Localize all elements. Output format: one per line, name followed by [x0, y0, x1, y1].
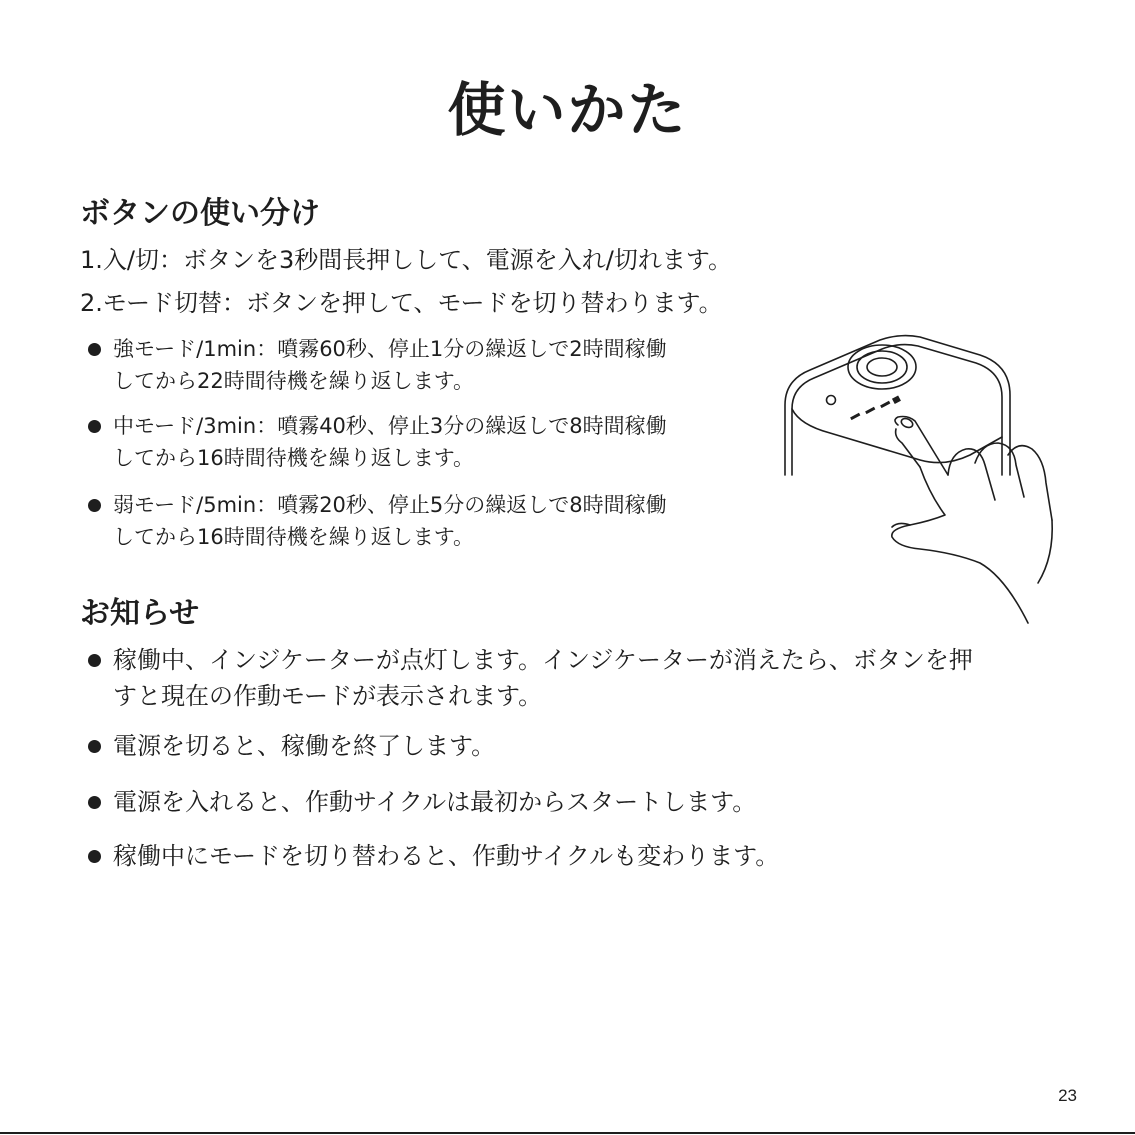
notice-section-heading: お知らせ	[80, 596, 200, 631]
notice-item	[88, 642, 1068, 714]
mode-item-line: してから22時間待機を繰り返します。	[113, 369, 475, 393]
bottom-rule	[0, 1132, 1135, 1134]
bullet-icon	[88, 420, 101, 433]
device-with-finger-pressing-button-icon	[770, 325, 1070, 635]
notice-item-line: すと現在の作動モードが表示されます。	[113, 682, 543, 710]
mode-item-line: してから16時間待機を繰り返します。	[113, 446, 475, 470]
notice-item	[88, 784, 1068, 820]
mode-item-strong	[88, 333, 728, 397]
bullet-icon	[88, 796, 101, 809]
step-mode-switch: 2.モード切替：ボタンを押して、モードを切り替わります。	[80, 289, 723, 317]
mode-item-line: 弱モード/5min：噴霧20秒、停止5分の繰返しで8時間稼働	[113, 493, 667, 517]
notice-item	[88, 838, 1068, 874]
mode-item-line: 強モード/1min：噴霧60秒、停止1分の繰返しで2時間稼働	[113, 337, 667, 361]
bullet-icon	[88, 499, 101, 512]
buttons-section-heading: ボタンの使い分け	[80, 196, 320, 231]
bullet-icon	[88, 654, 101, 667]
mode-item-line: 中モード/3min：噴霧40秒、停止3分の繰返しで8時間稼働	[113, 414, 667, 438]
step-power: 1.入/切：ボタンを3秒間長押しして、電源を入れ/切れます。	[80, 246, 732, 274]
bullet-icon	[88, 850, 101, 863]
notice-item-line: 稼働中、インジケーターが点灯します。インジケーターが消えたら、ボタンを押	[113, 646, 973, 674]
bullet-icon	[88, 343, 101, 356]
page-title: 使いかた	[447, 76, 688, 144]
notice-item-line: 稼働中にモードを切り替わると、作動サイクルも変わります。	[113, 842, 780, 870]
page-number: 23	[1058, 1086, 1077, 1105]
notice-item-line: 電源を入れると、作動サイクルは最初からスタートします。	[113, 788, 757, 816]
bullet-icon	[88, 740, 101, 753]
mode-item-medium	[88, 410, 728, 474]
mode-item-line: してから16時間待機を繰り返します。	[113, 525, 475, 549]
mode-item-weak	[88, 489, 728, 553]
notice-item-line: 電源を切ると、稼働を終了します。	[113, 732, 496, 760]
notice-item	[88, 728, 1068, 764]
